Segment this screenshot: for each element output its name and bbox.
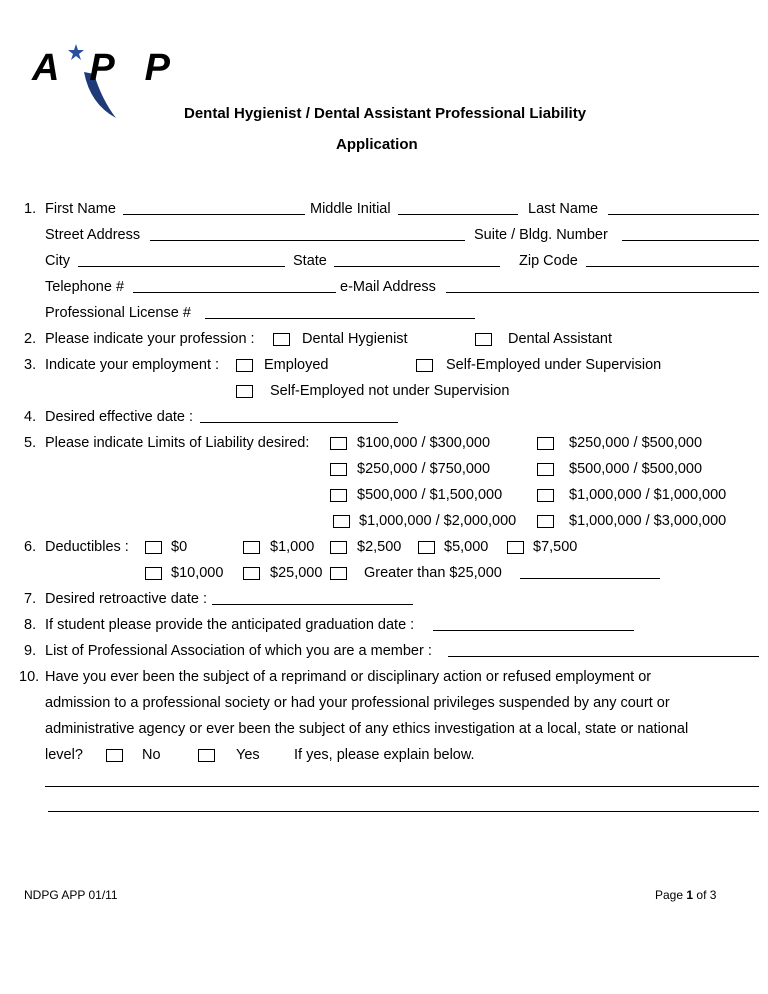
option-label: Dental Hygienist [302,331,408,347]
option-label: Self-Employed under Supervision [446,357,662,373]
option-label: Yes [236,747,260,763]
zip-field[interactable] [586,266,759,267]
associations-label: List of Professional Association of which you are a member : [45,643,432,659]
deductible-checkbox[interactable] [330,567,347,580]
state-label: State [293,253,327,269]
first-name-label: First Name [45,201,116,217]
zip-label: Zip Code [519,253,578,269]
effective-date-field[interactable] [200,422,398,423]
svg-text:APP: APP [32,47,170,89]
yes-checkbox[interactable] [198,749,215,762]
employment-label: Indicate your employment : [45,357,220,373]
question-number: 10. [19,669,40,685]
dental-assistant-checkbox[interactable] [475,333,492,346]
question-number: 3. [24,357,37,373]
city-field[interactable] [78,266,285,267]
option-label: $250,000 / $750,000 [357,461,491,477]
retroactive-date-label: Desired retroactive date : [45,591,207,607]
effective-date-label: Desired effective date : [45,409,194,425]
option-label: $500,000 / $500,000 [569,461,703,477]
question-number: 7. [24,591,37,607]
limit-checkbox[interactable] [537,463,554,476]
email-label: e-Mail Address [340,279,436,295]
suite-label: Suite / Bldg. Number [474,227,608,243]
question-number: 9. [24,643,37,659]
question-number: 2. [24,331,37,347]
state-field[interactable] [334,266,500,267]
license-label: Professional License # [45,305,191,321]
retroactive-date-field[interactable] [212,604,413,605]
telephone-field[interactable] [133,292,336,293]
option-label: Self-Employed not under Supervision [270,383,510,399]
last-name-label: Last Name [528,201,599,217]
dental-hygienist-checkbox[interactable] [273,333,290,346]
middle-initial-label: Middle Initial [310,201,391,217]
option-label: $7,500 [533,539,578,555]
first-name-field[interactable] [123,214,305,215]
last-name-field[interactable] [608,214,759,215]
limit-checkbox[interactable] [537,515,554,528]
option-label: $0 [171,539,188,555]
form-subtitle: Application [336,136,418,153]
question-text: level? [45,747,83,763]
option-label: $2,500 [357,539,402,555]
explanation-field[interactable] [48,811,759,812]
suite-field[interactable] [622,240,759,241]
limit-checkbox[interactable] [537,437,554,450]
option-label: $1,000,000 / $2,000,000 [359,513,517,529]
limit-checkbox[interactable] [330,463,347,476]
question-number: 4. [24,409,37,425]
profession-label: Please indicate your profession : [45,331,255,347]
deductibles-label: Deductibles : [45,539,129,555]
explain-label: If yes, please explain below. [294,747,475,763]
limit-checkbox[interactable] [330,489,347,502]
option-label: $500,000 / $1,500,000 [357,487,503,503]
limit-checkbox[interactable] [537,489,554,502]
employed-checkbox[interactable] [236,359,253,372]
deductible-checkbox[interactable] [418,541,435,554]
city-label: City [45,253,70,269]
question-number: 6. [24,539,37,555]
license-field[interactable] [205,318,475,319]
self-employed-supervised-checkbox[interactable] [416,359,433,372]
page-number [655,888,716,902]
deductible-checkbox[interactable] [145,541,162,554]
app-logo [24,34,180,124]
street-address-label: Street Address [45,227,141,243]
street-address-field[interactable] [150,240,465,241]
deductible-checkbox[interactable] [330,541,347,554]
option-label: Greater than $25,000 [364,565,502,581]
self-employed-unsupervised-checkbox[interactable] [236,385,253,398]
option-label: $1,000 [270,539,315,555]
option-label: No [142,747,161,763]
option-label: $1,000,000 / $3,000,000 [569,513,727,529]
explanation-field[interactable] [45,786,759,787]
question-text: admission to a professional society or had your professional privileges suspended by any court or [45,695,670,711]
graduation-date-field[interactable] [433,630,634,631]
limit-checkbox[interactable] [330,437,347,450]
option-label: $25,000 [270,565,323,581]
question-number: 5. [24,435,37,451]
footer-code: NDPG APP 01/11 [24,888,118,902]
question-number: 1. [24,201,37,217]
page-current: 1 [686,888,694,902]
limits-label: Please indicate Limits of Liability desired: [45,435,310,451]
option-label: $100,000 / $300,000 [357,435,491,451]
option-label: $5,000 [444,539,489,555]
page-prefix: Page [655,888,684,902]
associations-field[interactable] [448,656,759,657]
deductible-checkbox[interactable] [243,541,260,554]
option-label: Employed [264,357,329,373]
page-total: of 3 [696,888,717,902]
telephone-label: Telephone # [45,279,125,295]
option-label: $250,000 / $500,000 [569,435,703,451]
deductible-checkbox[interactable] [243,567,260,580]
graduation-date-label: If student please provide the anticipated graduation date : [45,617,415,633]
option-label: Dental Assistant [508,331,612,347]
greater-amount-field[interactable] [520,578,660,579]
form-title: Dental Hygienist / Dental Assistant Professional Liability [184,105,587,122]
middle-initial-field[interactable] [398,214,518,215]
no-checkbox[interactable] [106,749,123,762]
question-number: 8. [24,617,37,633]
limit-checkbox[interactable] [333,515,350,528]
question-text: administrative agency or ever been the subject of any ethics investigation at a local, state or national [45,721,689,737]
deductible-checkbox[interactable] [507,541,524,554]
deductible-checkbox[interactable] [145,567,162,580]
question-text: Have you ever been the subject of a reprimand or disciplinary action or refused employment or [45,669,652,685]
option-label: $1,000,000 / $1,000,000 [569,487,727,503]
option-label: $10,000 [171,565,224,581]
email-field[interactable] [446,292,759,293]
